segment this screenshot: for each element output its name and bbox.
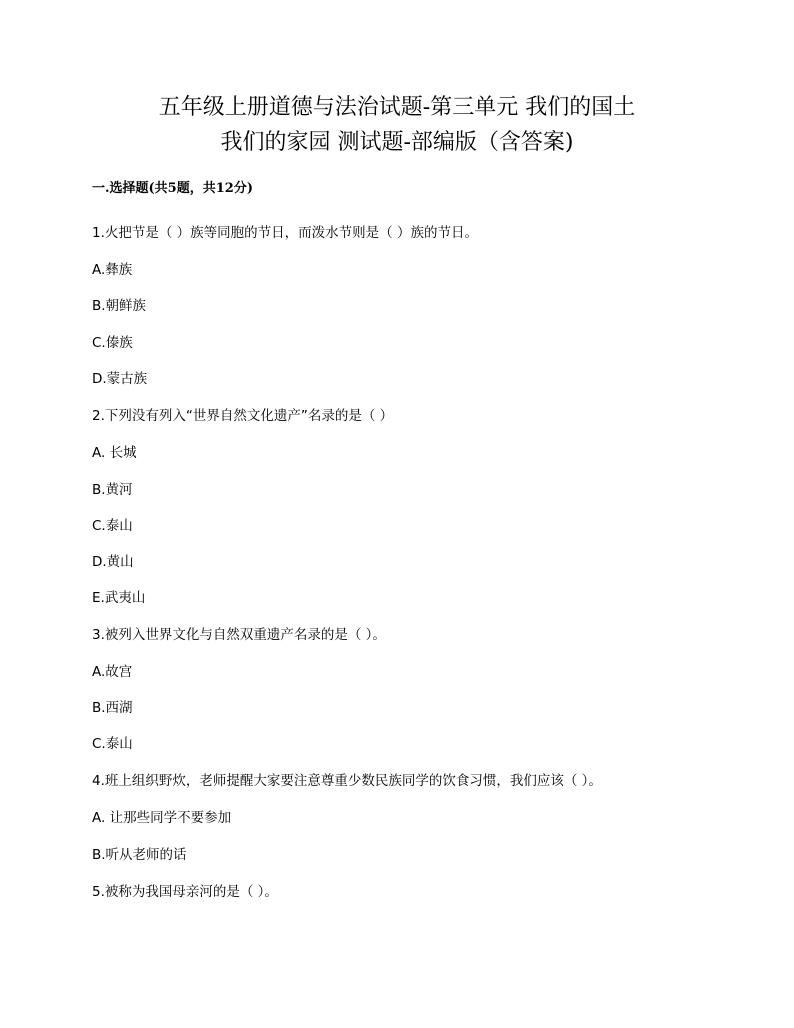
- question-5: 5.被称为我国母亲河的是（ ）。: [92, 884, 278, 900]
- question-2-option-d: D.黄山: [92, 554, 134, 570]
- question-4: 4.班上组织野炊，老师提醒大家要注意尊重少数民族同学的饮食习惯，我们应该（ ）。: [92, 773, 602, 789]
- question-2-option-b: B.黄河: [92, 482, 133, 498]
- question-1-option-c: C.傣族: [92, 335, 133, 351]
- question-3: 3.被列入世界文化与自然双重遗产名录的是（ ）。: [92, 627, 386, 643]
- question-2-option-a: A. 长城: [92, 445, 137, 461]
- question-4-option-b: B.听从老师的话: [92, 847, 187, 863]
- question-4-option-a: A. 让那些同学不要参加: [92, 810, 232, 826]
- question-1: 1.火把节是（ ）族等同胞的节日，而泼水节则是（ ）族的节日。: [92, 225, 478, 241]
- question-1-option-d: D.蒙古族: [92, 371, 148, 387]
- question-2-option-e: E.武夷山: [92, 590, 146, 606]
- question-2: 2.下列没有列入“世界自然文化遗产”名录的是（ ）: [92, 408, 394, 424]
- section-heading: 一.选择题(共5题，共12分): [92, 181, 253, 196]
- question-1-option-a: A.彝族: [92, 262, 133, 278]
- question-2-option-c: C.泰山: [92, 518, 133, 534]
- question-1-option-b: B.朝鲜族: [92, 298, 147, 314]
- question-3-option-b: B.西湖: [92, 700, 133, 716]
- question-3-option-c: C.泰山: [92, 736, 133, 752]
- question-3-option-a: A.故宫: [92, 664, 133, 680]
- page-title-line-1: 五年级上册道德与法治试题-第三单元 我们的国土: [158, 95, 636, 120]
- page-title-line-2: 我们的家园 测试题-部编版（含答案): [220, 130, 574, 155]
